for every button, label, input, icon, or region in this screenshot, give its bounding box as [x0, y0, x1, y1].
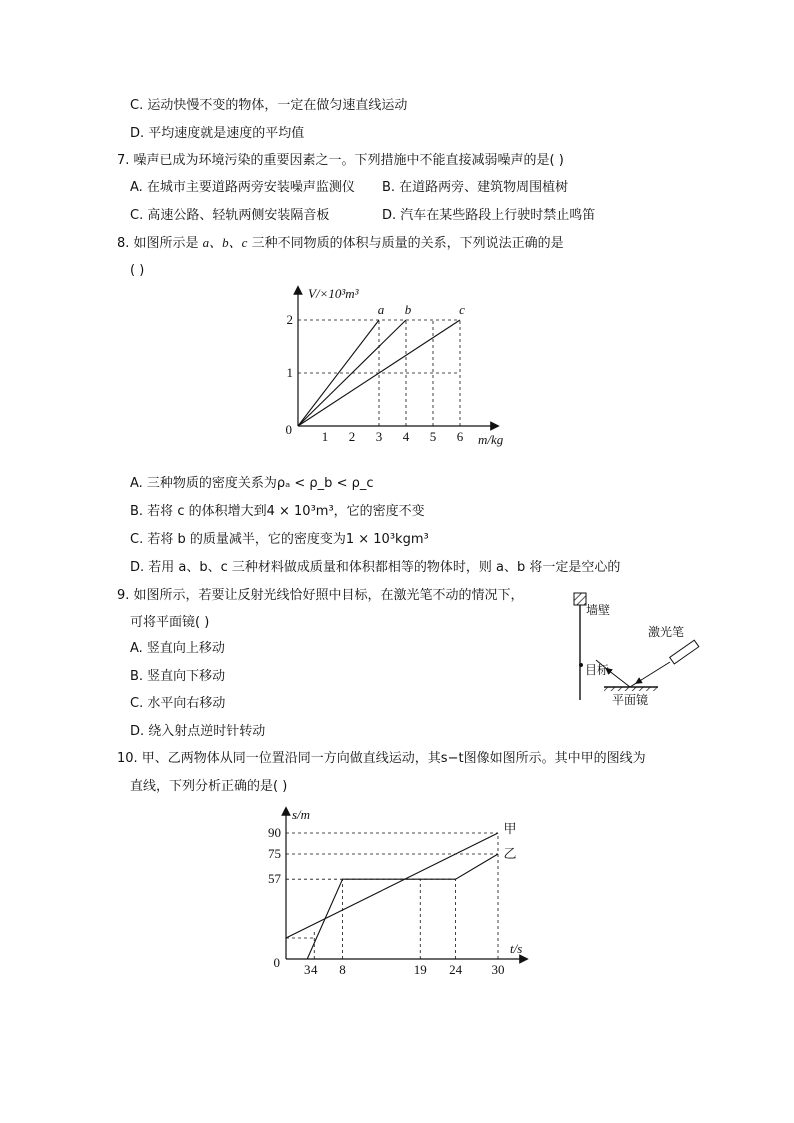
y-tick-label: 90	[268, 825, 281, 840]
q6-option-c: C. 运动快慢不变的物体，一定在做匀速直线运动	[130, 98, 408, 113]
x-tick-label: 19	[413, 962, 427, 977]
q8-option-a: A. 三种物质的密度关系为ρₐ < ρ_b < ρ_c	[130, 476, 374, 491]
reflected-ray	[608, 670, 630, 687]
wall-cap	[574, 593, 586, 605]
q9-option-a: A. 竖直向上移动	[130, 641, 225, 656]
q9-option-c: C. 水平向右移动	[130, 696, 226, 711]
q8-bracket: ( )	[130, 263, 145, 278]
y-tick-label: 57	[268, 871, 281, 887]
q6-option-d: D. 平均速度就是速度的平均值	[130, 126, 305, 141]
x-tick-label: 3	[375, 429, 383, 444]
origin-label: 0	[285, 422, 292, 437]
x-tick-label: 1	[321, 429, 329, 444]
wall-label: 墙壁	[586, 603, 611, 617]
mirror-label: 平面镜	[612, 693, 649, 707]
y-axis-label: V/×10³m³	[308, 286, 359, 301]
q7-option-b: B. 在道路两旁、建筑物周围植树	[382, 180, 569, 195]
x-tick-label: 8	[339, 962, 346, 977]
x-tick-label: 30	[491, 962, 505, 977]
q10-stem: 10. 甲、乙两物体从同一位置沿同一方向做直线运动，其s−t图像如图所示。其中甲的图线为	[117, 751, 646, 766]
target-label: 目标	[585, 663, 610, 677]
q8-stem	[117, 234, 564, 253]
q10-displacement-time-chart	[262, 805, 552, 980]
target-dot	[579, 663, 583, 667]
x-tick-label: 2	[348, 429, 356, 444]
y-axis-label: s/m	[292, 807, 311, 822]
series-line-0	[286, 833, 498, 938]
x-tick-label: 4	[311, 962, 318, 977]
q10-stem-2: 直线，下列分析正确的是( )	[130, 779, 288, 794]
x-axis-label: t/s	[510, 941, 523, 956]
laser-pen-icon	[670, 640, 699, 664]
q8-option-c: C. 若将 b 的质量减半，它的密度变为1 × 10³kgm³	[130, 532, 429, 547]
series-label-1: 乙	[503, 846, 517, 861]
series-label-2: c	[459, 302, 465, 317]
y-tick-label: 75	[268, 846, 281, 861]
y-tick-label: 1	[286, 365, 293, 380]
incident-ray-tail	[630, 682, 638, 687]
q8-stem-vars: a、b、c	[202, 235, 248, 250]
q9-stem-2: 可将平面镜( )	[130, 615, 210, 630]
q8-option-b: B. 若将 c 的体积增大到4 × 10³m³，它的密度不变	[130, 504, 425, 519]
q9-mirror-diagram	[570, 590, 710, 710]
q8-volume-mass-chart	[280, 282, 540, 452]
mirror-hatch	[604, 687, 658, 691]
y-tick-label: 2	[286, 312, 293, 327]
series-label-0: a	[377, 302, 385, 317]
q7-stem: 7. 噪声已成为环境污染的重要因素之一。下列措施中不能直接减弱噪声的是( )	[117, 153, 564, 168]
q7-option-c: C. 高速公路、轻轨两侧安装隔音板	[130, 208, 330, 223]
q8-stem-post: 三种不同物质的体积与质量的关系，下列说法正确的是	[247, 236, 564, 251]
x-tick-label: 6	[456, 429, 464, 444]
laser-label: 激光笔	[648, 625, 685, 639]
series-line-1	[307, 854, 498, 959]
x-tick-label: 4	[402, 429, 410, 444]
x-tick-label: 3	[303, 962, 311, 977]
q7-option-d: D. 汽车在某些路段上行驶时禁止鸣笛	[382, 208, 596, 223]
series-label-0: 甲	[503, 821, 517, 836]
q9-option-d: D. 绕入射点逆时针转动	[130, 724, 266, 739]
q9-stem: 9. 如图所示，若要让反射光线恰好照中目标，在激光笔不动的情况下，	[117, 588, 524, 603]
q7-option-a: A. 在城市主要道路两旁安装噪声监测仪	[130, 180, 355, 195]
x-axis-label: m/kg	[478, 432, 504, 447]
q8-stem-pre: 8. 如图所示是	[117, 236, 203, 251]
x-tick-label: 24	[449, 962, 463, 977]
series-label-1: b	[404, 302, 412, 317]
q8-option-d: D. 若用 a、b、c 三种材料做成质量和体积都相等的物体时，则 a、b 将一定是空心的	[130, 560, 621, 575]
incident-ray	[638, 662, 670, 682]
x-tick-label: 5	[429, 429, 437, 444]
q9-option-b: B. 竖直向下移动	[130, 669, 226, 684]
origin-label: 0	[273, 955, 280, 970]
